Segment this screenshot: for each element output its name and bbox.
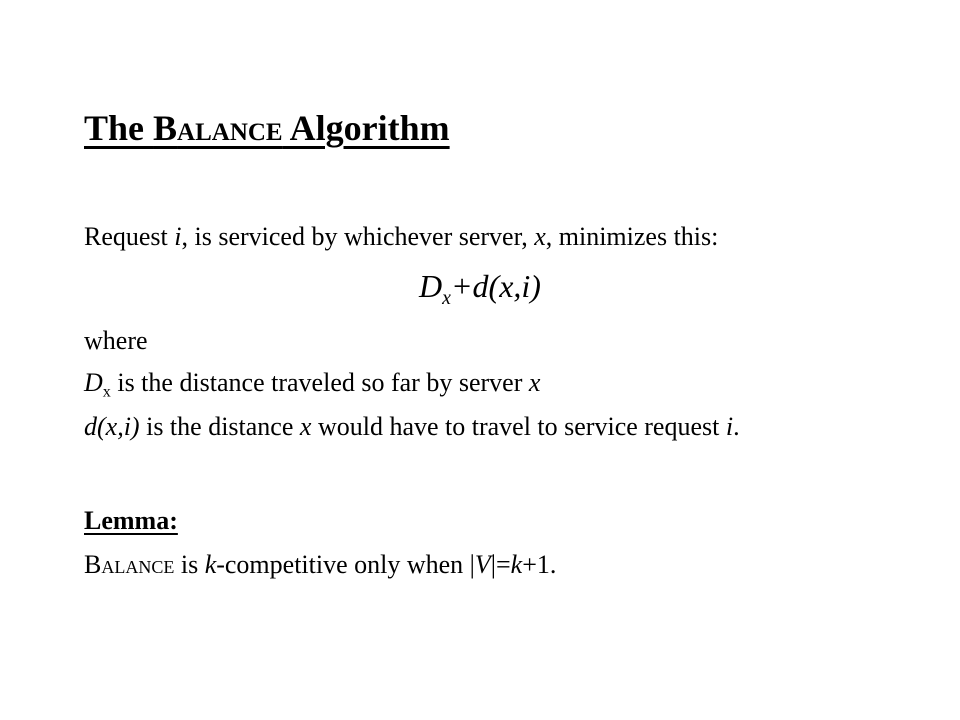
def-D-subscript: x [102,383,111,401]
lemma-var-k1: k [204,550,217,579]
request-text-2: , is serviced by whichever server, [181,222,535,251]
lemma-text-3: |= [490,550,511,579]
title-suffix: Algorithm [282,108,450,148]
lemma-balance-rest: ALANCE [101,557,175,577]
def-D-symbol: D [84,368,103,397]
def-d-var-i: i [725,412,734,441]
formula-rest: +d(x,i) [450,268,541,304]
request-var-i: i [174,222,182,251]
def-d-var-x: x [299,412,312,441]
slide-title [84,110,450,146]
lemma-text-2: -competitive only when | [216,550,475,579]
request-text-1: Request [84,222,175,251]
balance-formula [0,270,960,309]
lemma-text-4: +1. [522,550,557,579]
def-d-expr: d(x,i) [84,412,140,441]
request-var-x: x [534,222,546,251]
lemma-label: Lemma: [84,506,178,535]
definition-D [84,370,540,401]
title-prefix: The [84,108,154,148]
formula-subscript: x [442,286,451,309]
def-d-text-2: would have to travel to service request [311,412,726,441]
request-line [84,224,718,250]
title-balance-rest: ALANCE [177,119,283,146]
where-label: where [84,326,148,355]
lemma-statement [84,552,556,578]
definition-d [84,414,740,440]
lemma-text-1: is [174,550,205,579]
def-d-text-3: . [733,412,740,441]
lemma-var-k2: k [510,550,523,579]
def-D-text: is the distance traveled so far by server [110,368,529,397]
def-D-var: x [528,368,541,397]
lemma-balance-initial: B [84,550,102,579]
title-balance-initial: B [153,108,178,148]
lemma-var-V: V [474,550,491,579]
def-d-text-1: is the distance [139,412,300,441]
request-text-3: , minimizes this: [545,222,719,251]
formula-D: D [419,268,443,304]
